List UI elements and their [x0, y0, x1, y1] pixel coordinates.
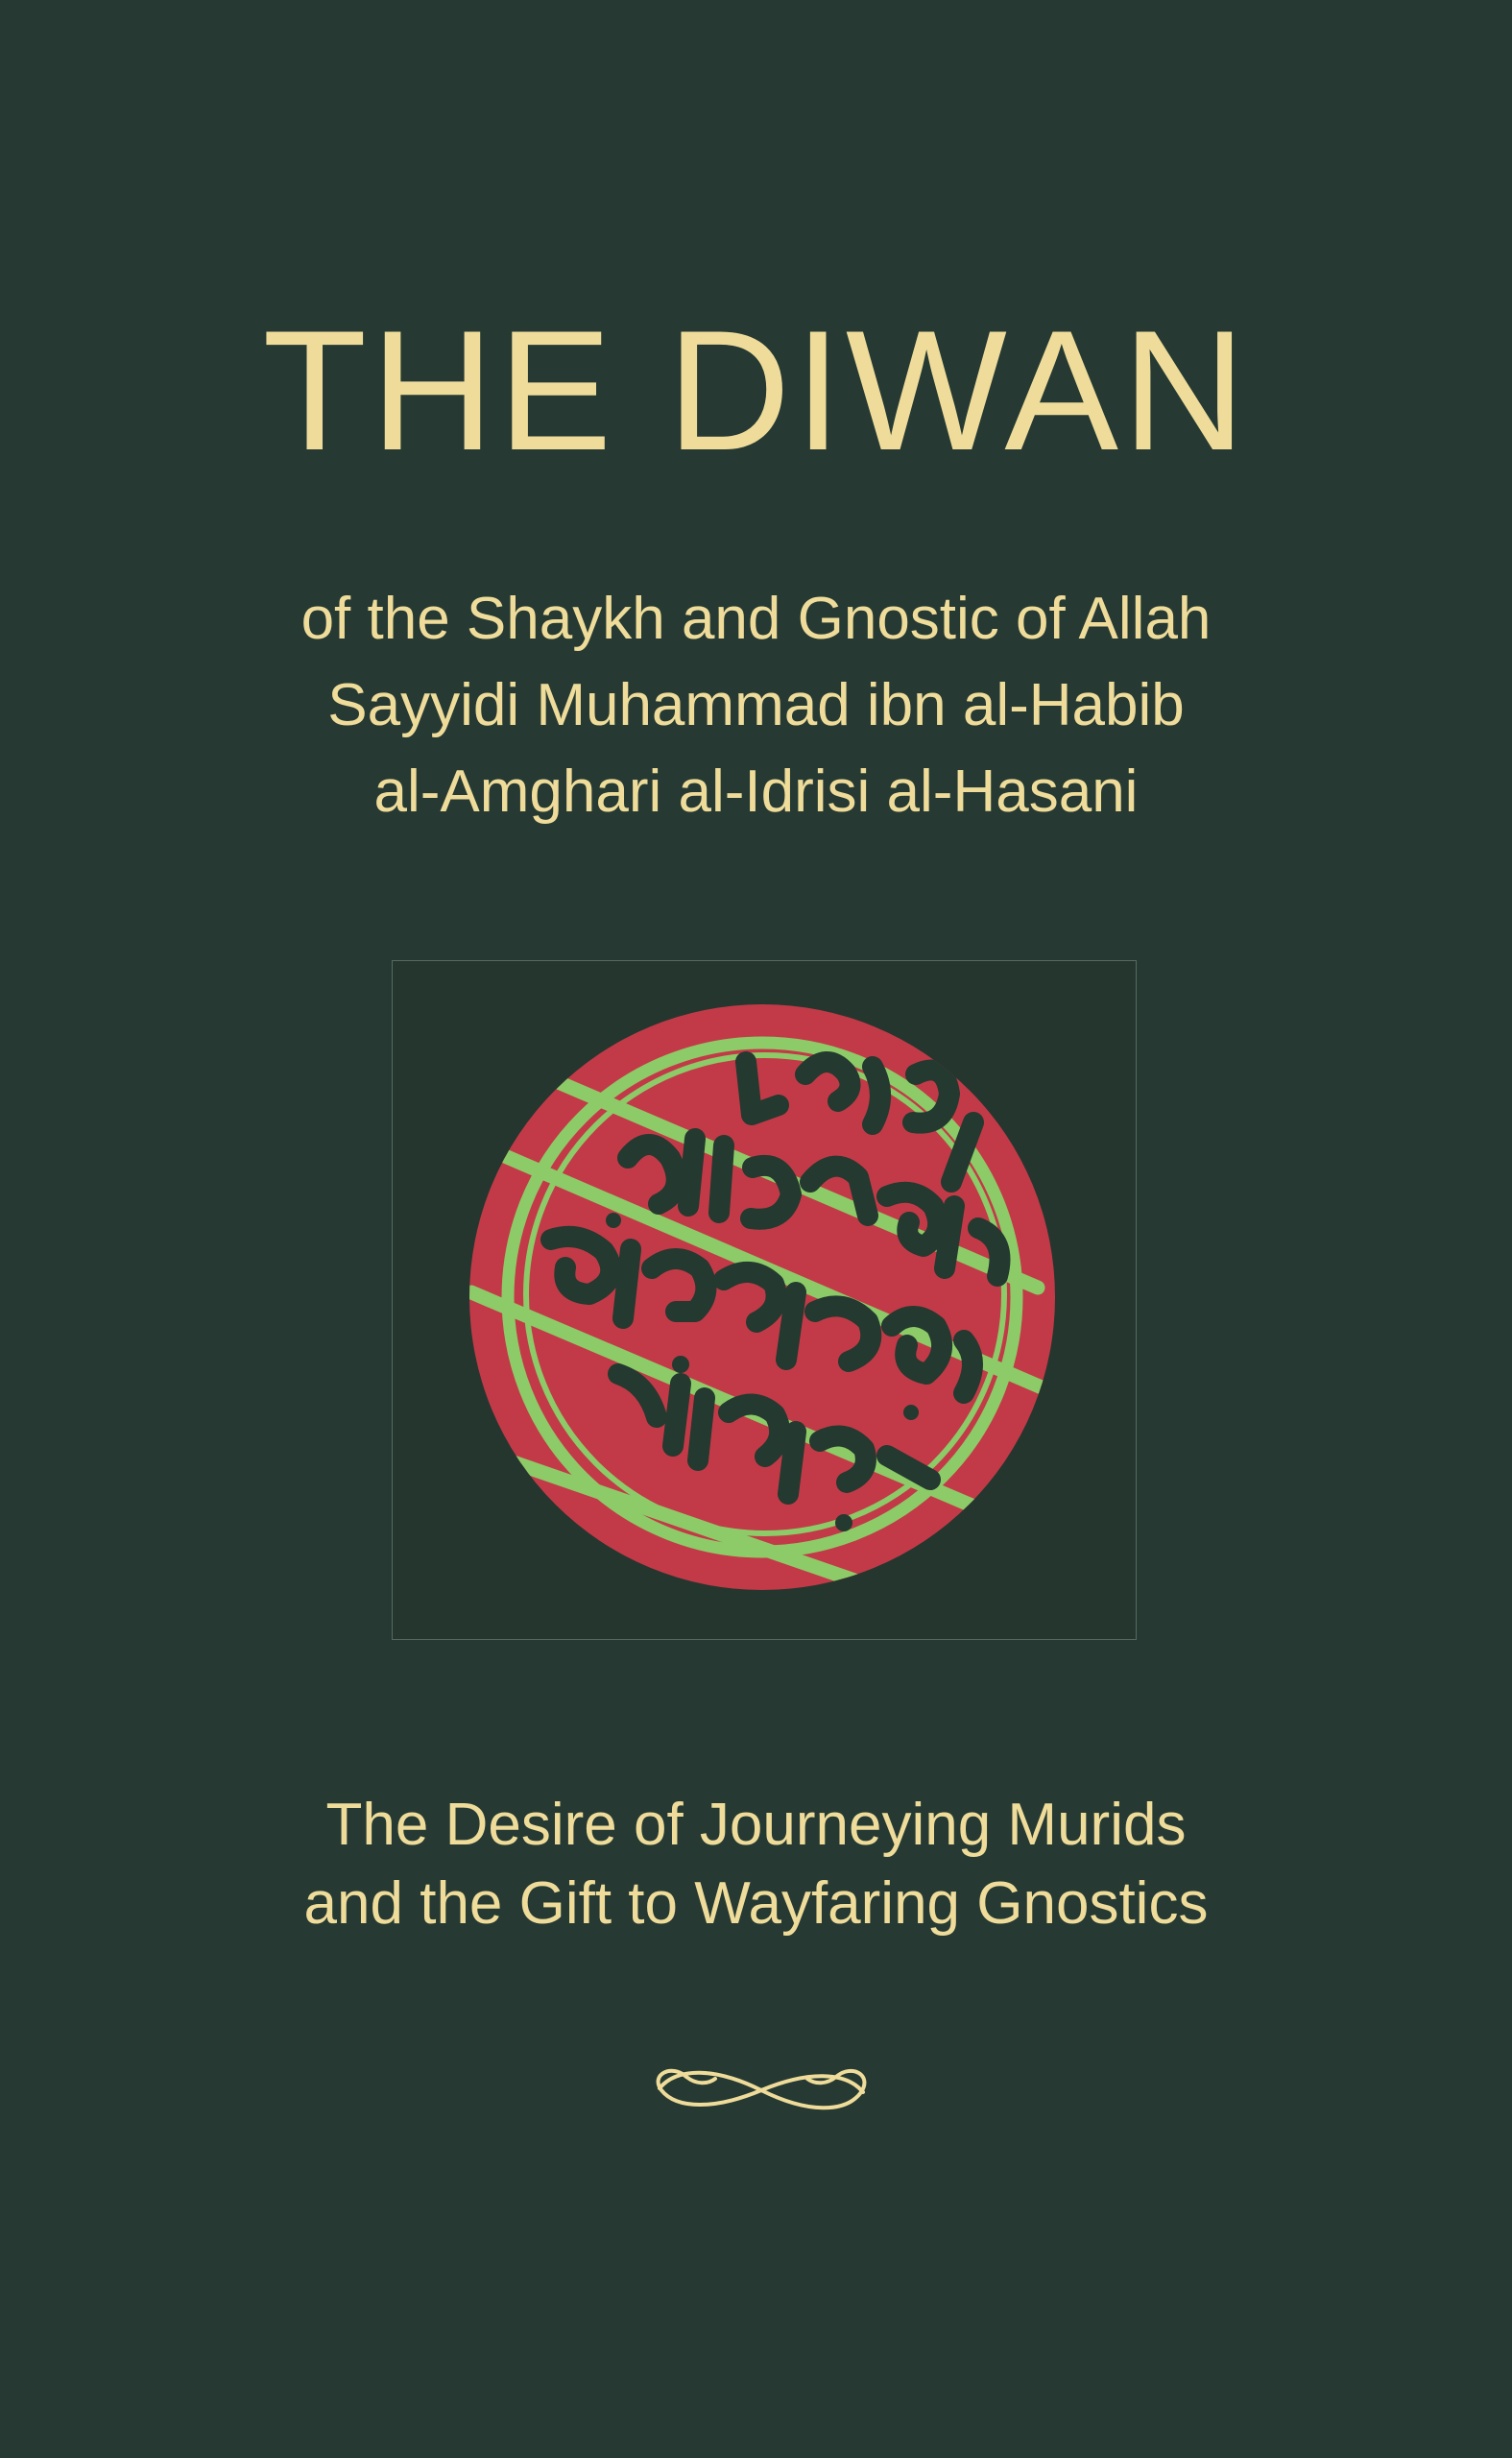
cover-tagline [0, 1786, 1512, 1943]
arabic-seal-icon [393, 961, 1138, 1641]
seal-image-frame [392, 960, 1137, 1640]
cover-title: THE DIWAN [262, 295, 1250, 486]
flourish-ornament-icon [648, 2050, 875, 2131]
tagline-line: The Desire of Journeying Murids [325, 1792, 1187, 1858]
subtitle-line: al-Amghari al-Idrisi al-Hasani [373, 759, 1139, 825]
subtitle-line: of the Shaykh and Gnostic of Allah [300, 586, 1212, 652]
cover-subtitle [0, 576, 1512, 835]
subtitle-line: Sayyidi Muhammad ibn al-Habib [327, 672, 1185, 738]
tagline-line: and the Gift to Wayfaring Gnostics [303, 1870, 1209, 1937]
